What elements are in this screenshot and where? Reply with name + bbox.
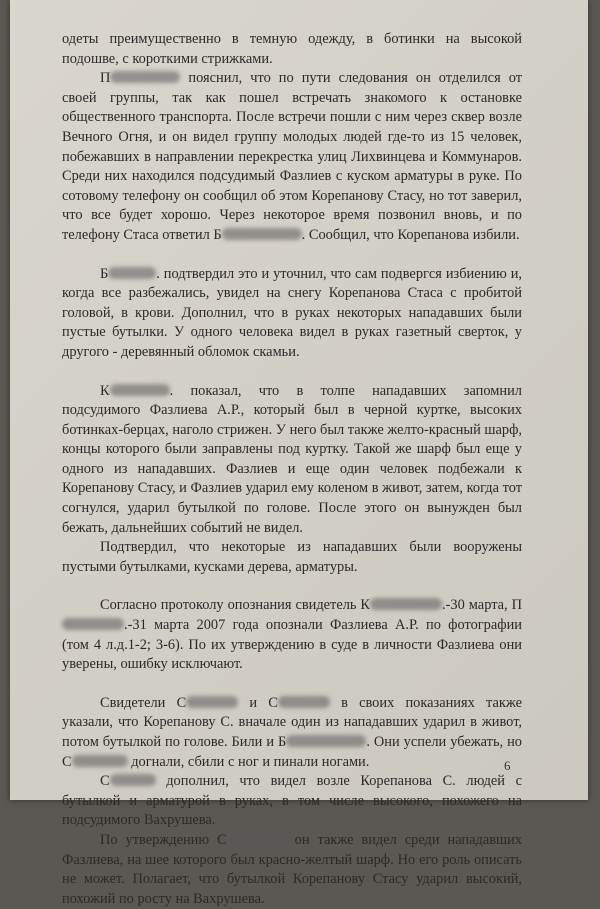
paragraph-text: К (100, 382, 110, 399)
paragraph (62, 538, 522, 577)
paragraph-text: он также видел среди нападавших Фазлиева, на шее которого был красно-желтый шарф. Но его роль описать не может. Полагает, что бутылкой Корепанову Стасу ударил высокий, похожий по росту на Вахрушева. (62, 831, 522, 907)
paragraph-text: Подтвердил, что некоторые из нападавших были вооружены пустыми бутылками, кусками дерева, арматуры. (62, 539, 522, 575)
paragraph-gap (62, 246, 522, 265)
paragraph (62, 772, 522, 831)
paragraph-text: Свидетели С (100, 694, 187, 711)
redacted-name (227, 833, 287, 845)
paragraph-text: Согласно протоколу опознания свидетель К (100, 597, 371, 614)
paragraph (62, 265, 522, 363)
paragraph (62, 831, 522, 909)
paragraph-text: . показал, что в толпе нападавших запомнил подсудимого Фазлиева А.Р., который был в черной куртке, высоких ботинках-берцах, наголо стрижен. У него был также желто-красный шарф, концы которого были заправлены под куртку. Такой же шарф был еще у одного из нападавших. Фазлиев и еще один человек подбежали к Корепанову Стасу, и Фазлиев ударил ему коленом в живот, затем, когда тот согнулся, ударил бутылкой по голове. После этого он вынужден был бежать, дальнейших событий не видел. (62, 382, 522, 536)
paragraph (62, 30, 522, 69)
paragraph-text: пояснил, что по пути следования он отделился от своей группы, так как пошел встречать знакомого к остановке общественного транспорта. После встречи пошли с ним через сквер возле Вечного Огня, и он видел группу молодых людей где-то из 15 человек, побежавших в направлении перекрестка улиц Лихвинцева и Коммунаров. Среди них находился подсудимый Фазлиев с куском арматуры в руке. По сотовому телефону он сообщил об этом Корепанову Стасу, но тот заверил, что все будет хорошо. Через некоторое время позвонил вновь, и по телефону Стаса ответил Б (62, 70, 522, 243)
redacted-name (110, 774, 156, 786)
paragraph-gap (62, 675, 522, 694)
paragraph-text: .-31 марта 2007 года опознали Фазлиева А.Р. по фотографии (том 4 л.д.1-2; 3-6). По их утверждению в суде в личности Фазлиева они уверены, ошибку исключают. (62, 617, 522, 673)
redacted-name (110, 384, 170, 396)
paragraph-text: . Сообщил, что Корепанова избили. (301, 226, 520, 243)
paragraph-gap (62, 577, 522, 596)
paragraph-text: . Они успели убежать, но С (62, 734, 523, 770)
paragraph-text: одеты преимущественно в темную одежду, в ботинки на высокой подошве, с короткими стрижками. (62, 31, 522, 67)
paragraph (62, 382, 522, 539)
paragraph-text: . подтвердил это и уточнил, что сам подвергся избиению и, когда все разбежались, увидел на снегу Корепанова Стаса с пробитой головой, в крови. Дополнил, что в руках некоторых нападавших были пустые бутылки. У одного человека видел в руках газетный сверток, у другого - деревянный обломок скамьи. (62, 265, 522, 360)
document-body (62, 30, 522, 909)
paragraph (62, 69, 522, 245)
redacted-name (286, 735, 366, 747)
redacted-name (186, 696, 238, 708)
paragraph-gap (62, 363, 522, 382)
redacted-name (110, 71, 180, 83)
paragraph-text: Б (100, 265, 109, 282)
redacted-name (370, 598, 442, 610)
paragraph-text: и С (238, 694, 278, 711)
paragraph-text: в своих показаниях также указали, что Корепанову С. вначале один из нападавших ударил в живот, потом бутылкой по голове. Били и Б (62, 694, 523, 750)
paragraph-text: С (100, 773, 110, 790)
document-page (10, 0, 588, 907)
page-number: 6 (504, 758, 511, 773)
redacted-name (222, 228, 302, 240)
redacted-name (108, 267, 156, 279)
paragraph (62, 596, 522, 674)
paragraph (62, 694, 522, 772)
paragraph-text: .-30 марта, П (442, 597, 523, 614)
paragraph-text: По утверждению С (100, 831, 227, 848)
paragraph-text: дополнил, что видел возле Корепанова С. людей с бутылкой и арматурой в руках, в том числе высокого, похожего на подсудимого Вахрушева. (62, 773, 522, 829)
paragraph-text: П (100, 70, 111, 87)
redacted-name (278, 696, 330, 708)
paragraph-text: догнали, сбили с ног и пинали ногами. (127, 753, 370, 770)
redacted-name (72, 755, 128, 767)
redacted-name (62, 618, 124, 630)
